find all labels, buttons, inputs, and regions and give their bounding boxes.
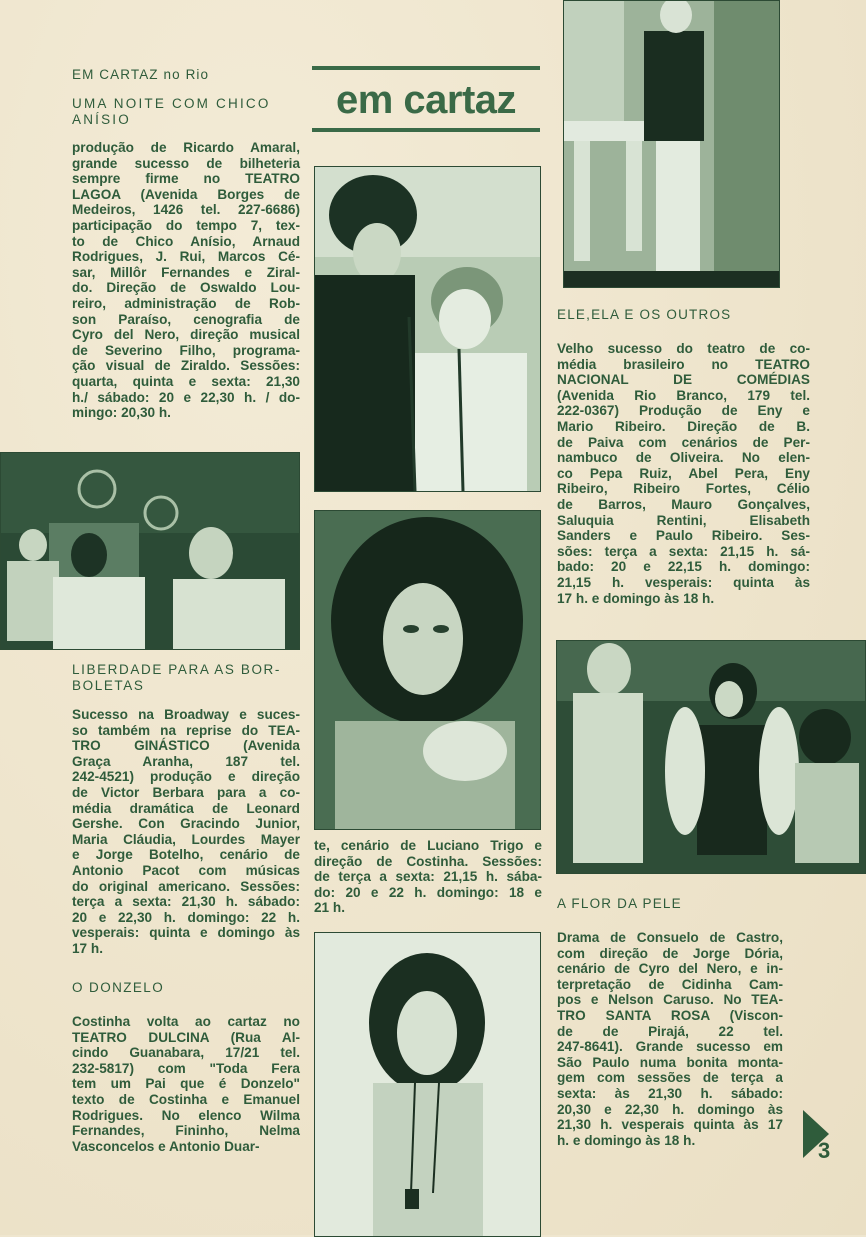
show5-body	[557, 930, 783, 1148]
photo-man-stage-image	[564, 1, 779, 287]
text-line: Costinha volta ao cartaz no	[72, 1014, 300, 1029]
text-line: TRO SANTA ROSA (Viscon-	[557, 1007, 783, 1023]
text-line: de Severino Filho, programa-	[72, 342, 300, 358]
text-line: cenário de Cyro del Nero, e in-	[557, 961, 783, 977]
text-line: e Jorge Botelho, cenário de	[72, 847, 300, 863]
text-line: 21 h.	[314, 900, 345, 916]
show4-body	[557, 341, 810, 606]
show2-title-line-2: BOLETAS	[72, 677, 145, 693]
text-line: ção visual de Ziraldo. Sessões:	[72, 358, 300, 374]
text-line: São Paulo numa bonita monta-	[557, 1054, 783, 1070]
text-line: sexta: às 21,30 h. sábado:	[557, 1085, 783, 1101]
photo-cast-scene	[556, 640, 866, 874]
text-line: Antonio Pacot com músicas	[72, 862, 300, 878]
masthead-title: em cartaz	[335, 78, 517, 122]
photo-woman-necklace-image	[315, 933, 540, 1236]
show5-title: A FLOR DA PELE	[557, 896, 682, 911]
text-line: 20,30 e 22,30 h. domingo às	[557, 1101, 783, 1117]
text-line: de Paiva com cenários de Per-	[557, 434, 810, 450]
text-line: com direção de Jorge Dória,	[557, 945, 783, 961]
text-line: Medeiros, 1426 tel. 227-6686)	[72, 202, 300, 218]
show1-lines	[72, 140, 300, 421]
text-line: 247-8641). Grande sucesso em	[557, 1039, 783, 1055]
text-line: Gershe. Con Gracindo Junior,	[72, 816, 300, 832]
text-line: produção de Ricardo Amaral,	[72, 140, 300, 155]
text-line: h. e domingo às 18 h.	[557, 1132, 696, 1148]
show3-lines	[72, 1014, 300, 1154]
text-line: quarta, quinta e sexta: 21,30	[72, 373, 300, 389]
text-line: terça a sexta: 21,30 h. sábado:	[72, 894, 300, 910]
show1-title: UMA NOITE COM CHICO ANÍSIO	[72, 96, 271, 127]
text-line: tem um Pai que é Donzelo"	[72, 1076, 300, 1092]
text-line: h./ sábado: 20 e 22,30 h. / do-	[72, 389, 300, 405]
text-line: vesperais: quinta e domingo às	[72, 925, 300, 941]
text-line: 242-4521) produção e direção	[72, 769, 300, 785]
text-line: 21,30 h. vesperais quinta às 17	[557, 1117, 783, 1133]
text-line: LAGOA (Avenida Borges de	[72, 186, 300, 202]
text-line: nambuco de Oliveira. No elen-	[557, 450, 810, 466]
text-line: de terça a sexta: 21,15 h. sába-	[314, 869, 542, 885]
text-line: texto de Costinha e Emanuel	[72, 1091, 300, 1107]
text-line: Maria Cláudia, Lourdes Mayer	[72, 831, 300, 847]
photo-interview	[314, 166, 541, 492]
text-line: (Avenida Rio Branco, 179 tel.	[557, 387, 810, 403]
show1-body	[72, 140, 300, 421]
text-line: cindo Guanabara, 17/21 tel.	[72, 1045, 300, 1061]
photo-cast-scene-image	[557, 641, 865, 873]
text-line: Cyro del Nero, direção musical	[72, 327, 300, 343]
text-line: Graça Aranha, 187 tel.	[72, 753, 300, 769]
text-line: 17 h.	[72, 940, 103, 956]
text-line: Ribeiro, Ribeiro Fortes, Célio	[557, 481, 810, 497]
show3-title: O DONZELO	[72, 980, 165, 995]
text-line: de Barros, Mauro Gonçalves,	[557, 496, 810, 512]
text-line: direção de Costinha. Sessões:	[314, 853, 542, 869]
photo-curly-hair-woman-image	[315, 511, 540, 829]
text-line: 21,15 h. vesperais: quinta às	[557, 574, 810, 590]
text-line: de Victor Berbara para a co-	[72, 784, 300, 800]
show2-title	[72, 662, 300, 693]
text-line: Drama de Consuelo de Castro,	[557, 930, 783, 945]
masthead-rule-bottom	[312, 128, 540, 132]
photo-projector-crew	[0, 452, 300, 650]
text-line: 20 e 22,30 h. domingo: 22 h.	[72, 909, 300, 925]
text-line: Rodrigues, J. Rui, Marcos Cé-	[72, 249, 300, 265]
text-line: sões: terça a sexta: 21,15 h. sá-	[557, 543, 810, 559]
photo-projector-crew-image	[1, 453, 299, 649]
text-line: do: 20 e 22 h. domingo: 18 e	[314, 884, 542, 900]
text-line: Rodrigues. No elenco Wilma	[72, 1107, 300, 1123]
text-line: média dramática de Leonard	[72, 800, 300, 816]
photo-woman-necklace	[314, 932, 541, 1237]
text-line: participação do tempo 7, tex-	[72, 217, 300, 233]
text-line: pos e Nelson Caruso. No TEA-	[557, 992, 783, 1008]
text-line: co Pepa Ruiz, Abel Pera, Eny	[557, 465, 810, 481]
text-line: de de Pirajá, 22 tel.	[557, 1023, 783, 1039]
show2-body	[72, 707, 300, 957]
text-line: Mario Ribeiro. Direção de B.	[557, 418, 810, 434]
text-line: média brasileiro no TEATRO	[557, 356, 810, 372]
text-line: so também na reprise do TEA-	[72, 722, 300, 738]
text-line: Velho sucesso do teatro de co-	[557, 341, 810, 356]
text-line: do original americano. Sessões:	[72, 878, 300, 894]
text-line: sar, Millôr Fernandes e Ziral-	[72, 264, 300, 280]
text-line: 222-0367) Produção de Eny e	[557, 403, 810, 419]
text-line: Sucesso na Broadway e suces-	[72, 707, 300, 722]
text-line: Vasconcelos e Antonio Duar-	[72, 1138, 260, 1154]
text-line: te, cenário de Luciano Trigo e	[314, 838, 542, 853]
text-line: to de Chico Anísio, Arnaud	[72, 233, 300, 249]
text-line: 232-5817) com "Toda Fera	[72, 1060, 300, 1076]
show4-title: ELE,ELA E OS OUTROS	[557, 307, 732, 322]
text-line: grande sucesso de bilheteria	[72, 155, 300, 171]
show5-lines	[557, 930, 783, 1148]
text-line: Sanders e Paulo Ribeiro. Ses-	[557, 528, 810, 544]
text-line: TRO GINÁSTICO (Avenida	[72, 738, 300, 754]
text-line: 17 h. e domingo às 18 h.	[557, 590, 715, 606]
page-number: 3	[818, 1138, 831, 1163]
text-line: NACIONAL DE COMÉDIAS	[557, 372, 810, 388]
text-line: bado: 20 e 22,15 h. domingo:	[557, 559, 810, 575]
show4-lines	[557, 341, 810, 606]
continuation-lines	[314, 838, 542, 916]
photo-man-stage	[563, 0, 780, 288]
text-line: TEATRO DULCINA (Rua Al-	[72, 1029, 300, 1045]
photo-interview-image	[315, 167, 540, 491]
text-line: mingo: 20,30 h.	[72, 405, 171, 421]
continuation-body	[314, 838, 542, 916]
photo-curly-hair-woman	[314, 510, 541, 830]
section-kicker: EM CARTAZ no Rio	[72, 67, 210, 82]
text-line: Saluquia Rentini, Elisabeth	[557, 512, 810, 528]
show2-title-line-1: LIBERDADE PARA AS BOR-	[72, 662, 282, 677]
text-line: gem com sessões de terça a	[557, 1070, 783, 1086]
text-line: sempre firme no TEATRO	[72, 171, 300, 187]
show2-lines	[72, 707, 300, 957]
text-line: do. Direção de Oswaldo Lou-	[72, 280, 300, 296]
show3-body	[72, 1014, 300, 1154]
text-line: Fernandes, Fininho, Nelma	[72, 1123, 300, 1139]
text-line: terpretação de Cidinha Cam-	[557, 976, 783, 992]
text-line: son Paraíso, cenografia de	[72, 311, 300, 327]
masthead-rule-top	[312, 66, 540, 70]
text-line: reiro, administração de Rob-	[72, 295, 300, 311]
